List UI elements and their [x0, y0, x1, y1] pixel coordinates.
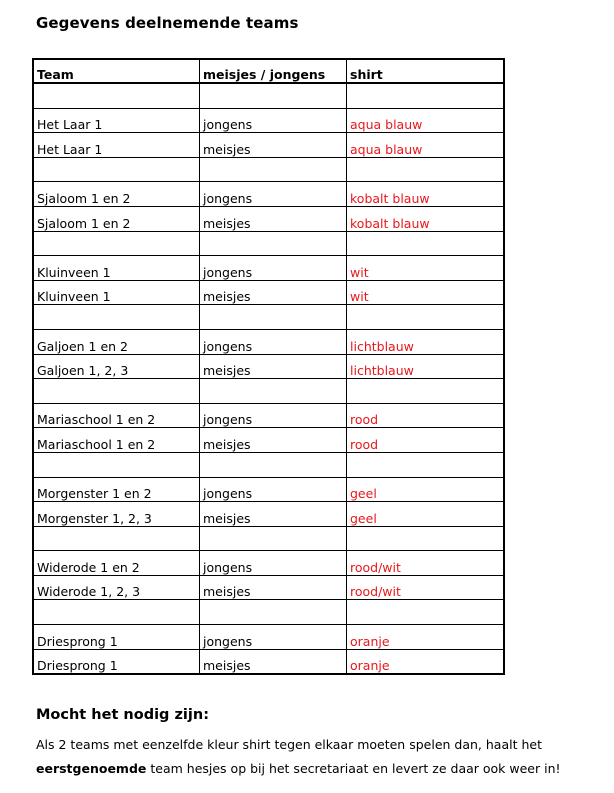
cell-gender: meisjes — [200, 649, 347, 674]
cell-team — [33, 600, 200, 625]
cell-team — [33, 526, 200, 551]
cell-team: Het Laar 1 — [33, 133, 200, 158]
table-row — [33, 108, 504, 133]
cell-shirt: aqua blauw — [347, 108, 505, 133]
cell-shirt: rood/wit — [347, 551, 505, 576]
cell-team: Kluinveen 1 — [33, 280, 200, 305]
cell-team — [33, 452, 200, 477]
cell-team: Galjoen 1 en 2 — [33, 329, 200, 354]
cell-team — [33, 379, 200, 404]
cell-gender: meisjes — [200, 428, 347, 453]
cell-gender: jongens — [200, 551, 347, 576]
table-row — [33, 625, 504, 650]
cell-shirt: lichtblauw — [347, 329, 505, 354]
cell-gender — [200, 600, 347, 625]
cell-team: Het Laar 1 — [33, 108, 200, 133]
table-row — [33, 206, 504, 231]
cell-gender: jongens — [200, 329, 347, 354]
cell-gender — [200, 526, 347, 551]
table-row — [33, 329, 504, 354]
header-team: Team — [33, 59, 200, 83]
cell-team: Morgenster 1 en 2 — [33, 477, 200, 502]
cell-gender: meisjes — [200, 502, 347, 527]
table-row — [33, 256, 504, 281]
cell-gender: jongens — [200, 625, 347, 650]
header-shirt: shirt — [347, 59, 505, 83]
cell-shirt: rood/wit — [347, 575, 505, 600]
cell-gender — [200, 83, 347, 108]
cell-gender: meisjes — [200, 354, 347, 379]
cell-shirt: wit — [347, 280, 505, 305]
table-row — [33, 600, 504, 625]
table-row — [33, 182, 504, 207]
table-row — [33, 428, 504, 453]
table-row — [33, 575, 504, 600]
cell-shirt: kobalt blauw — [347, 206, 505, 231]
cell-shirt — [347, 452, 505, 477]
cell-gender — [200, 305, 347, 330]
cell-shirt: rood — [347, 403, 505, 428]
cell-gender: meisjes — [200, 133, 347, 158]
cell-team — [33, 305, 200, 330]
cell-shirt: lichtblauw — [347, 354, 505, 379]
cell-shirt — [347, 379, 505, 404]
note-text — [36, 733, 596, 781]
cell-team: Widerode 1, 2, 3 — [33, 575, 200, 600]
cell-shirt: geel — [347, 502, 505, 527]
cell-team: Morgenster 1, 2, 3 — [33, 502, 200, 527]
table-row — [33, 477, 504, 502]
cell-team — [33, 83, 200, 108]
header-gender: meisjes / jongens — [200, 59, 347, 83]
cell-team: Mariaschool 1 en 2 — [33, 403, 200, 428]
cell-team: Kluinveen 1 — [33, 256, 200, 281]
table-row — [33, 551, 504, 576]
table-row — [33, 452, 504, 477]
cell-shirt: rood — [347, 428, 505, 453]
cell-team: Driesprong 1 — [33, 649, 200, 674]
table-row — [33, 305, 504, 330]
note-emphasis: eerstgenoemde — [36, 761, 147, 776]
table-row — [33, 83, 504, 108]
document-title: Gegevens deelnemende teams — [36, 14, 299, 32]
cell-gender — [200, 452, 347, 477]
cell-gender: meisjes — [200, 280, 347, 305]
table-row — [33, 280, 504, 305]
note-line-2 — [36, 757, 596, 781]
cell-team: Galjoen 1, 2, 3 — [33, 354, 200, 379]
note-heading: Mocht het nodig zijn: — [36, 707, 209, 723]
cell-gender — [200, 157, 347, 182]
table-row — [33, 403, 504, 428]
cell-shirt — [347, 600, 505, 625]
cell-gender: jongens — [200, 403, 347, 428]
cell-gender: jongens — [200, 256, 347, 281]
cell-shirt: wit — [347, 256, 505, 281]
cell-gender — [200, 379, 347, 404]
table-row — [33, 133, 504, 158]
cell-team: Sjaloom 1 en 2 — [33, 206, 200, 231]
table-header-row — [33, 59, 504, 83]
cell-team: Sjaloom 1 en 2 — [33, 182, 200, 207]
cell-shirt — [347, 305, 505, 330]
cell-gender — [200, 231, 347, 256]
teams-table — [32, 58, 505, 675]
table-row — [33, 379, 504, 404]
table-row — [33, 526, 504, 551]
cell-gender: jongens — [200, 477, 347, 502]
cell-shirt: oranje — [347, 625, 505, 650]
cell-team: Driesprong 1 — [33, 625, 200, 650]
cell-team — [33, 231, 200, 256]
table-row — [33, 231, 504, 256]
cell-gender: jongens — [200, 108, 347, 133]
note-line-2-rest: team hesjes op bij het secretariaat en levert ze daar ook weer in! — [146, 761, 561, 776]
cell-team: Mariaschool 1 en 2 — [33, 428, 200, 453]
table-row — [33, 649, 504, 674]
table-row — [33, 157, 504, 182]
cell-team — [33, 157, 200, 182]
cell-shirt — [347, 157, 505, 182]
cell-shirt — [347, 231, 505, 256]
cell-gender: jongens — [200, 182, 347, 207]
cell-shirt — [347, 83, 505, 108]
table-row — [33, 354, 504, 379]
cell-shirt: aqua blauw — [347, 133, 505, 158]
cell-shirt: geel — [347, 477, 505, 502]
cell-team: Widerode 1 en 2 — [33, 551, 200, 576]
cell-shirt: kobalt blauw — [347, 182, 505, 207]
note-line-1: Als 2 teams met eenzelfde kleur shirt tegen elkaar moeten spelen dan, haalt het — [36, 737, 542, 752]
table-row — [33, 502, 504, 527]
table-body — [33, 83, 504, 674]
cell-gender: meisjes — [200, 206, 347, 231]
cell-shirt: oranje — [347, 649, 505, 674]
cell-shirt — [347, 526, 505, 551]
cell-gender: meisjes — [200, 575, 347, 600]
